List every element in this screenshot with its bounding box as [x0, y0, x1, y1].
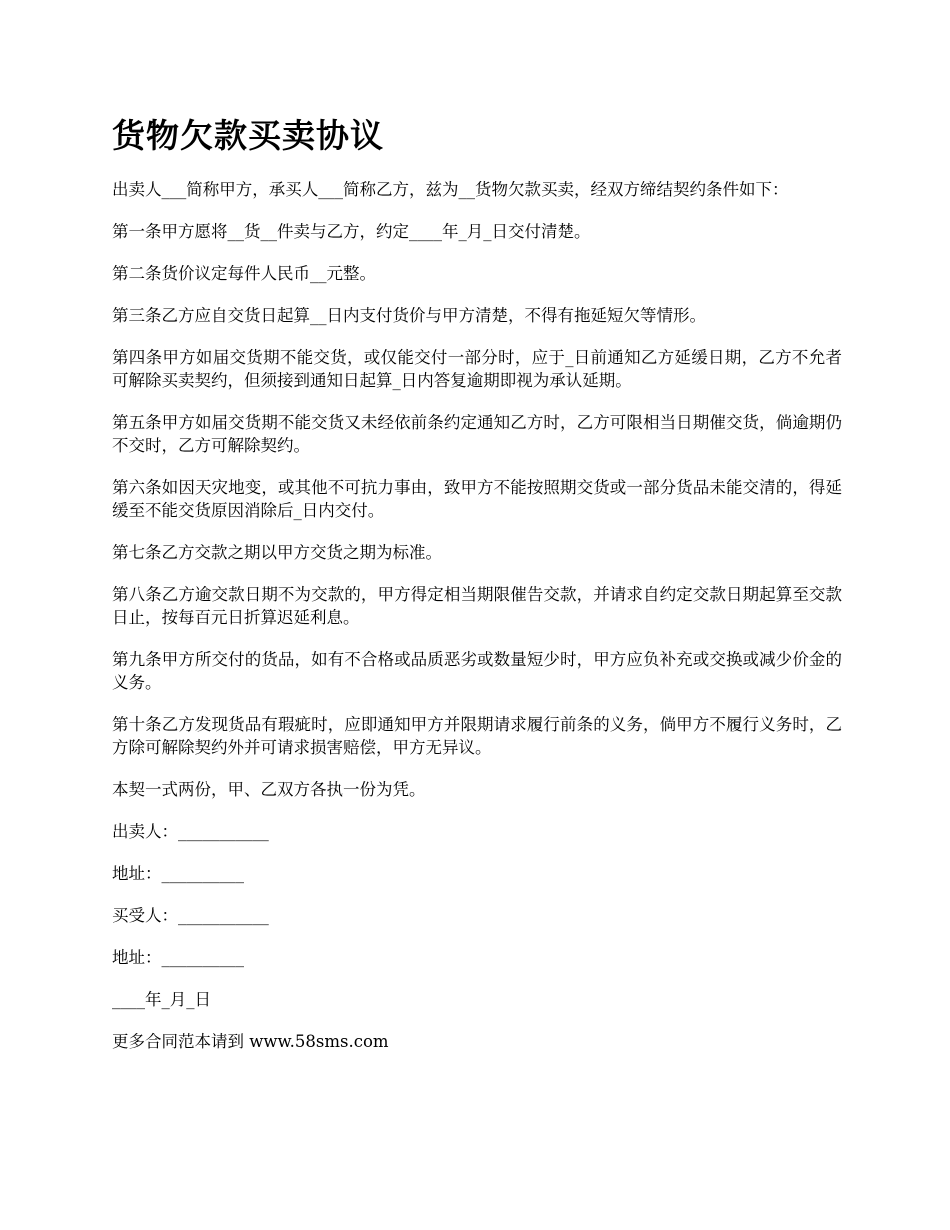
paragraph-preamble: 出卖人___简称甲方，承买人___简称乙方，兹为__货物欠款买卖，经双方缔结契约条件如下： [112, 180, 789, 199]
seller-signature-line: 出卖人：___________ [112, 822, 269, 841]
paragraph-article-7: 第七条乙方交款之期以甲方交货之期为标准。 [112, 543, 442, 562]
footer-link-text: 更多合同范本请到 www.58sms.com [112, 1032, 389, 1051]
document-title: 货物欠款买卖协议 [112, 116, 384, 155]
paragraph-copies: 本契一式两份，甲、乙双方各执一份为凭。 [112, 780, 426, 799]
paragraph-article-8: 第八条乙方逾交款日期不为交款的，甲方得定相当期限催告交款，并请求自约定交款日期起算至交款日止，按每百元日折算迟延利息。 [112, 585, 842, 627]
paragraph-article-6: 第六条如因天灾地变，或其他不可抗力事由，致甲方不能按照期交货或一部分货品未能交清的，得延缓至不能交货原因消除后_日内交付。 [112, 478, 842, 520]
paragraph-article-3: 第三条乙方应自交货日起算__日内支付货价与甲方清楚，不得有拖延短欠等情形。 [112, 306, 706, 325]
paragraph-article-5: 第五条甲方如届交货期不能交货又未经依前条约定通知乙方时，乙方可限相当日期催交货，倘逾期仍不交时，乙方可解除契约。 [112, 413, 842, 455]
document-body [112, 178, 842, 1072]
date-line: ____年_月_日 [112, 990, 211, 1009]
seller-address-line: 地址：__________ [112, 864, 244, 883]
buyer-signature-line: 买受人：___________ [112, 906, 269, 925]
paragraph-article-9: 第九条甲方所交付的货品，如有不合格或品质恶劣或数量短少时，甲方应负补充或交换或减少价金的义务。 [112, 650, 842, 692]
paragraph-article-10: 第十条乙方发现货品有瑕疵时，应即通知甲方并限期请求履行前条的义务，倘甲方不履行义务时，乙方除可解除契约外并可请求损害赔偿，甲方无异议。 [112, 715, 842, 757]
paragraph-article-4: 第四条甲方如届交货期不能交货，或仅能交付一部分时，应于_日前通知乙方延缓日期，乙方不允者可解除买卖契约，但须接到通知日起算_日内答复逾期即视为承认延期。 [112, 348, 842, 390]
paragraph-article-2: 第二条货价议定每件人民币__元整。 [112, 264, 376, 283]
paragraph-article-1: 第一条甲方愿将__货__件卖与乙方，约定____年_月_日交付清楚。 [112, 222, 591, 241]
buyer-address-line: 地址：__________ [112, 948, 244, 967]
